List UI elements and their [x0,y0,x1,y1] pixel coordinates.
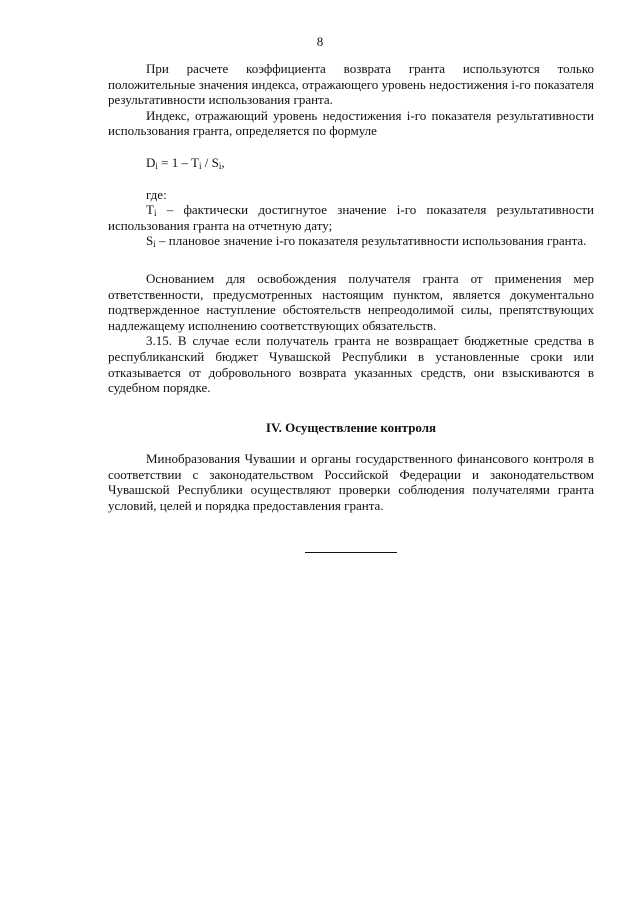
si-symbol: S [146,233,154,249]
ti-text: – фактически достигнутое значение i-го показателя результативности использования гранта на отчетную дату; [108,202,594,233]
si-subscript: i [153,239,156,250]
where-label: где: [146,186,167,202]
si-text: – плановое значение i-го показателя результативности использования гранта. [155,233,587,249]
paragraph-positive-values: При расчете коэффициента возврата гранта используются только положительные значения индекса, отражающего уровень недостижения i-го показателя результативности использования гранта. [108,61,594,108]
ti-subscript: i [153,208,157,219]
formula-divide: / [201,154,212,170]
paragraph-index-definition: Индекс, отражающий уровень недостижения i-го показателя результативности использования гранта, определяется по формуле [108,107,594,139]
page-number: 8 [316,34,324,49]
document-body [108,61,594,553]
si-definition [108,233,594,249]
formula-s: S [211,154,219,170]
formula-d: D [146,154,156,170]
formula-d-subscript: i [155,160,158,171]
formula-equals: = 1 – [157,154,192,170]
formula-end: , [221,154,225,170]
section-heading: IV. Осуществление контроля [265,419,437,435]
formula-t: T [191,154,199,170]
ti-symbol: T [146,202,154,218]
paragraph-3-15: 3.15. В случае если получатель гранта не возвращает бюджетные средства в республиканский бюджет Чувашской Республики в установленные сроки или отказывается от добровольного возврата указанных средств, они взыскиваются в судебном порядке. [108,333,594,396]
end-divider [305,552,397,553]
paragraph-control: Минобразования Чувашии и органы государственного финансового контроля в соответствии с законодательством Российской Федерации и законодательством Чувашской Республики осуществляют проверки соблюдения получателями гранта условий, целей и порядка предоставления гранта. [108,451,594,514]
paragraph-force-majeure: Основанием для освобождения получателя гранта от применения мер ответственности, предусмотренных настоящим пунктом, является документально подтвержденное наступление обстоятельств непреодолимой силы, препятствующих надлежащему исполнению соответствующих обязательств. [108,270,594,333]
formula [108,155,594,171]
formula-s-subscript: i [218,160,222,171]
ti-definition [108,202,594,233]
formula-t-subscript: i [198,160,202,171]
